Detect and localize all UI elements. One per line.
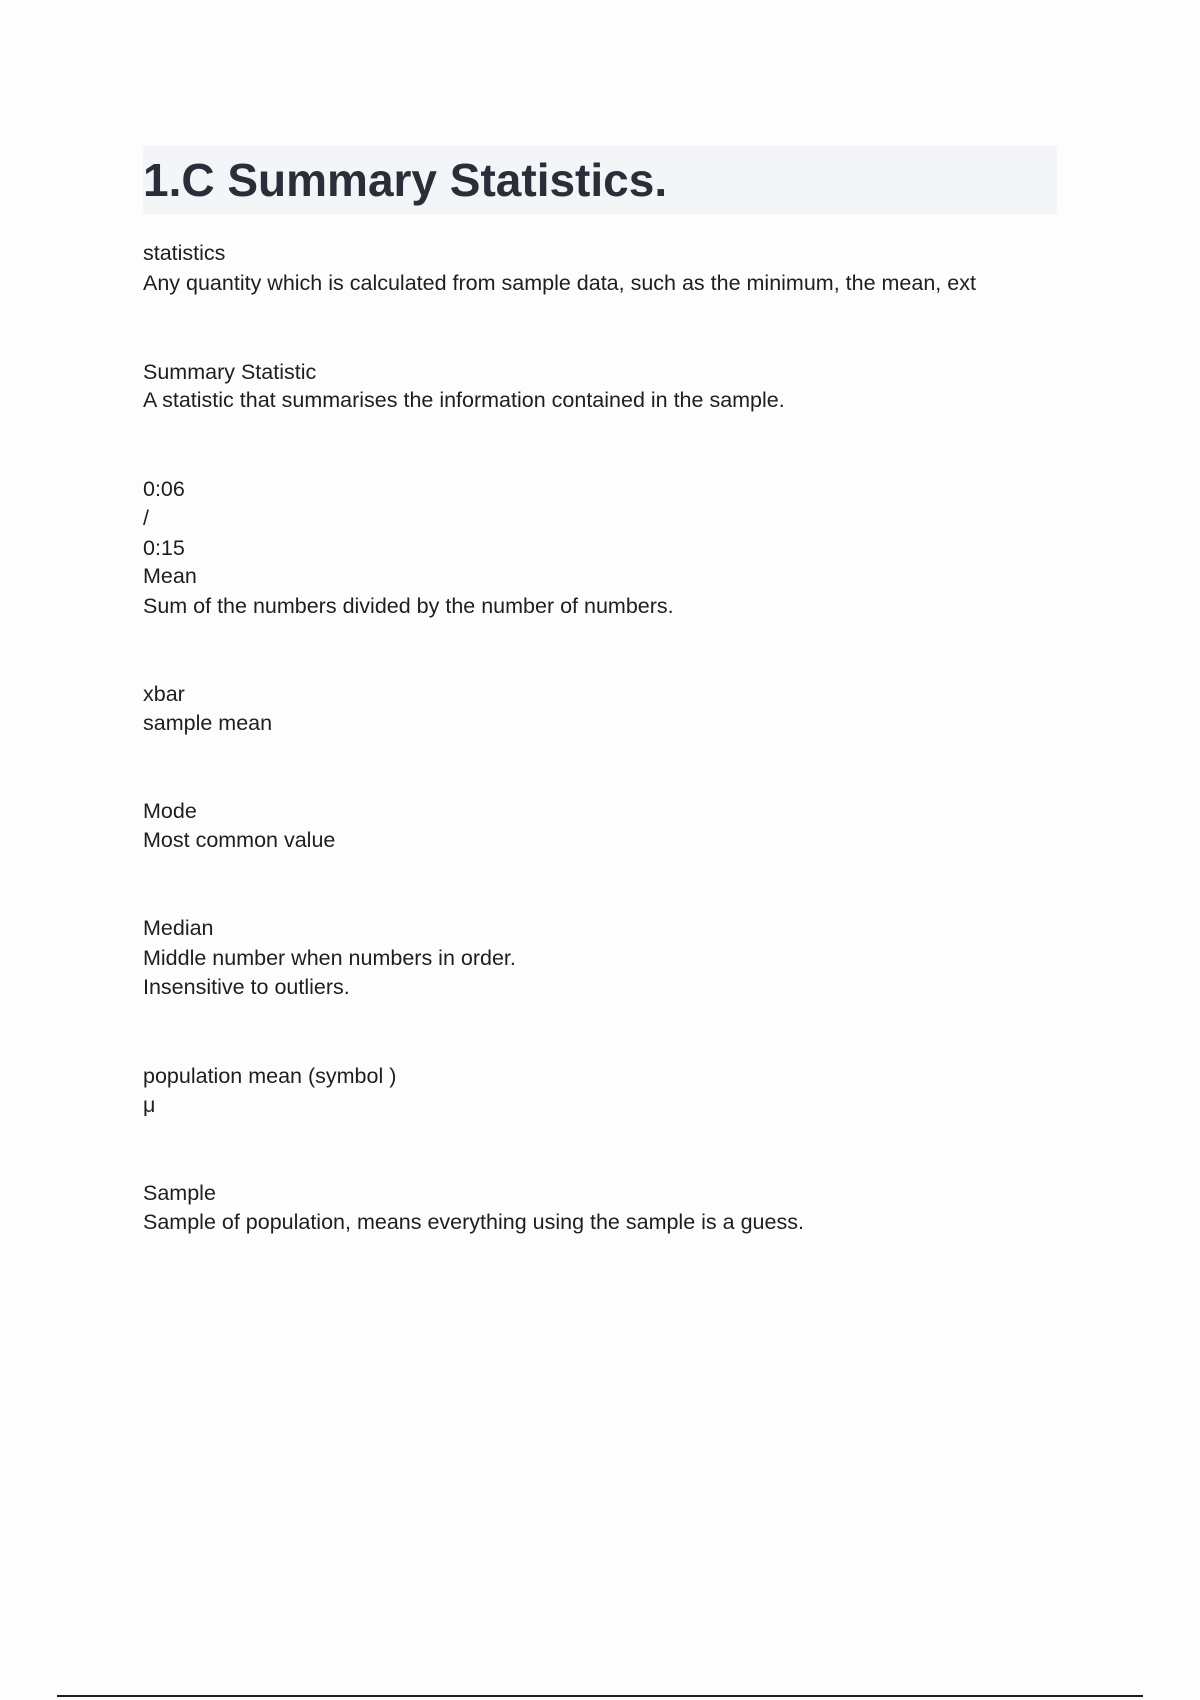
page-title: 1.C Summary Statistics. [143,154,668,206]
media-current-time: 0:06 [143,477,185,501]
card-term-summary-statistic: Summary Statistic [143,360,317,384]
page-bottom-rule [57,1695,1143,1697]
card-term-median: Median [143,916,214,940]
card-definition-summary-statistic: A statistic that summarises the information contained in the sample. [143,388,785,412]
card-term-sample: Sample [143,1181,216,1205]
card-definition-xbar: sample mean [143,711,273,735]
card-definition-mean: Sum of the numbers divided by the number of numbers. [143,594,674,618]
media-time-separator: / [143,506,149,530]
card-definition-sample: Sample of population, means everything using the sample is a guess. [143,1210,804,1234]
card-term-population-mean: population mean (symbol ) [143,1064,397,1088]
card-definition-population-mean: μ [143,1093,156,1117]
card-term-xbar: xbar [143,682,185,706]
card-definition-median-line-1: Middle number when numbers in order. [143,946,516,970]
card-term-mean: Mean [143,564,197,588]
media-total-time: 0:15 [143,536,185,560]
card-definition-median-line-2: Insensitive to outliers. [143,975,350,999]
card-definition-mode: Most common value [143,828,336,852]
card-term-mode: Mode [143,799,197,823]
card-definition-statistics: Any quantity which is calculated from sample data, such as the minimum, the mean, ext [143,271,976,295]
card-term-statistics: statistics [143,241,226,265]
